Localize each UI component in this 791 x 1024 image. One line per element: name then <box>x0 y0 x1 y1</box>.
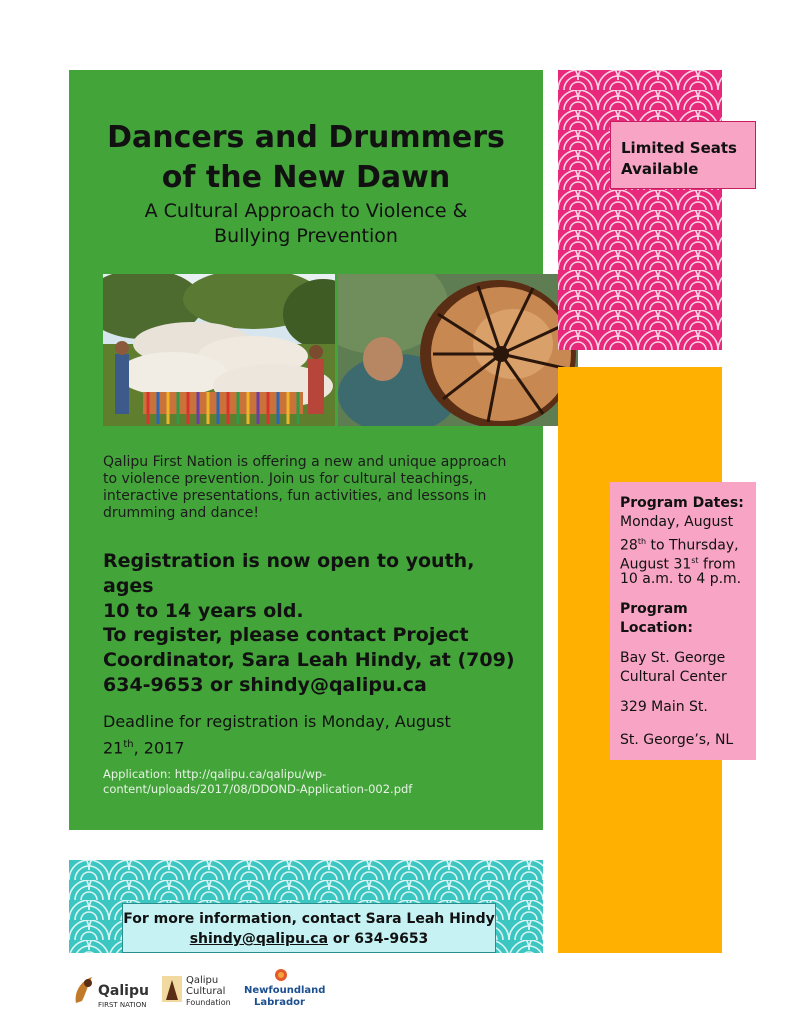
dates-line-1: Monday, August <box>620 514 734 530</box>
application-line-2: content/uploads/2017/08/DDOND-Application-002.pdf <box>103 782 413 796</box>
dates-line-4: 10 a.m. to 4 p.m. <box>620 571 742 587</box>
location-heading-line-2: Location: <box>620 620 693 636</box>
pink-pattern-block <box>558 70 722 350</box>
limited-seats-badge <box>610 121 756 189</box>
registration-line-1: Registration is now open to youth, ages <box>103 550 475 597</box>
dates-start-suffix: th <box>637 537 647 546</box>
contact-line-2: Coordinator, Sara Leah Hindy, at (709) <box>103 649 515 671</box>
more-info-box <box>122 903 496 953</box>
qalipu-logo-sub: FIRST NATION <box>98 1001 147 1009</box>
intro-paragraph: Qalipu First Nation is offering a new and unique approach to violence prevention. Join us for cultural teachings, interactive presentations, fun activities, and lessons in drumming and dance! <box>103 454 507 521</box>
cultural-logo-line-3: Foundation <box>186 998 231 1007</box>
subtitle-line-2: Bullying Prevention <box>214 225 398 247</box>
nl-logo-line-2: Labrador <box>254 997 305 1008</box>
application-line-1: Application: http://qalipu.ca/qalipu/wp- <box>103 767 327 781</box>
newfoundland-flower-icon <box>270 966 292 984</box>
contact-line-1: To register, please contact Project <box>103 624 469 646</box>
deadline-line-2 <box>103 733 513 759</box>
location-address: 329 Main St. <box>620 699 708 715</box>
deadline-day-suffix: th <box>123 739 134 750</box>
drum-photo <box>338 274 578 426</box>
program-info-box <box>610 482 756 760</box>
registration-line-2: 10 to 14 years old. <box>103 600 304 622</box>
contact-line-3: 634-9653 or shindy@qalipu.ca <box>103 674 427 696</box>
subtitle-line-1: A Cultural Approach to Violence & <box>144 200 468 222</box>
location-city: St. George’s, NL <box>620 732 734 748</box>
location-line-2: Cultural Center <box>620 669 727 685</box>
info-phone: or 634-9653 <box>328 931 429 947</box>
nl-logo-line-1: Newfoundland <box>244 985 326 996</box>
subtitle <box>69 199 543 249</box>
info-line-2 <box>123 929 495 949</box>
cultural-logo-line-1: Qalipu <box>186 975 219 986</box>
dates-end-day: August 31 <box>620 556 692 573</box>
dates-line-3-rest: from <box>698 556 736 573</box>
location-line-1: Bay St. George <box>620 650 726 666</box>
title-line-2: of the New Dawn <box>161 160 451 195</box>
title-line-1: Dancers and Drummers <box>107 120 505 155</box>
deadline-line-1: Deadline for registration is Monday, August <box>103 712 451 731</box>
dates-start-day: 28 <box>620 537 638 554</box>
limited-line-2: Available <box>621 160 699 178</box>
qalipu-logo-name: Qalipu <box>98 983 149 999</box>
info-email-link[interactable]: shindy@qalipu.ca <box>189 931 329 947</box>
page-title <box>69 118 543 198</box>
deadline-text <box>103 710 513 759</box>
registration-notice <box>103 549 513 624</box>
info-line-1: For more information, contact Sara Leah Hindy <box>123 911 495 927</box>
deadline-year: , 2017 <box>133 738 185 758</box>
qalipu-feather-icon <box>72 975 96 1005</box>
contact-info <box>103 623 523 698</box>
program-dates-heading: Program Dates: <box>620 495 744 511</box>
cultural-logo-line-2: Cultural <box>186 986 226 997</box>
dates-end-suffix: st <box>691 556 699 565</box>
location-heading-line-1: Program <box>620 601 688 617</box>
dancers-photo <box>103 274 335 426</box>
cultural-foundation-icon <box>160 974 184 1004</box>
deadline-day: 21 <box>103 738 124 758</box>
application-link[interactable] <box>103 767 523 797</box>
dates-line-2-rest: to Thursday, <box>646 537 739 554</box>
limited-line-1: Limited Seats <box>621 139 737 157</box>
